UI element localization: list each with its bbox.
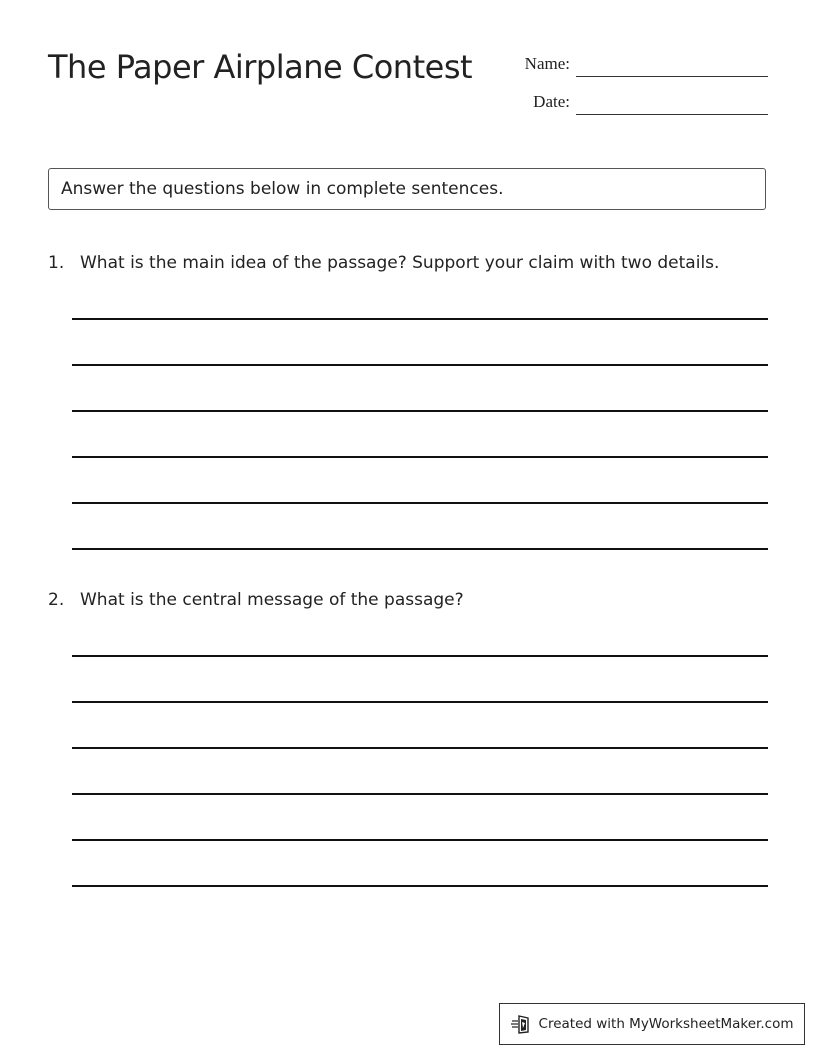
credit-text: Created with MyWorksheetMaker.com [538, 1016, 794, 1032]
answer-line[interactable] [72, 502, 768, 504]
date-field-line[interactable] [576, 114, 768, 115]
question-2 [48, 590, 464, 610]
question-2-number: 2. [48, 590, 65, 610]
answer-line[interactable] [72, 410, 768, 412]
question-1 [48, 253, 719, 273]
instructions-text: Answer the questions below in complete sentences. [61, 179, 504, 199]
question-1-number: 1. [48, 253, 65, 273]
answer-line[interactable] [72, 839, 768, 841]
answer-line[interactable] [72, 885, 768, 887]
answer-line[interactable] [72, 548, 768, 550]
answer-line[interactable] [72, 747, 768, 749]
question-1-text: What is the main idea of the passage? Support your claim with two details. [80, 253, 720, 273]
answer-line[interactable] [72, 318, 768, 320]
answer-line[interactable] [72, 793, 768, 795]
answer-line[interactable] [72, 364, 768, 366]
answer-line[interactable] [72, 456, 768, 458]
answer-line[interactable] [72, 701, 768, 703]
worksheet-title: The Paper Airplane Contest [48, 48, 473, 86]
name-field-line[interactable] [576, 76, 768, 77]
instructions-box [48, 168, 766, 210]
credit-badge[interactable] [499, 1003, 805, 1045]
answer-line[interactable] [72, 655, 768, 657]
name-label: Name: [524, 54, 570, 73]
question-2-text: What is the central message of the passage? [80, 590, 464, 610]
worksheet-maker-logo-icon [511, 1013, 533, 1035]
date-label: Date: [533, 92, 570, 111]
